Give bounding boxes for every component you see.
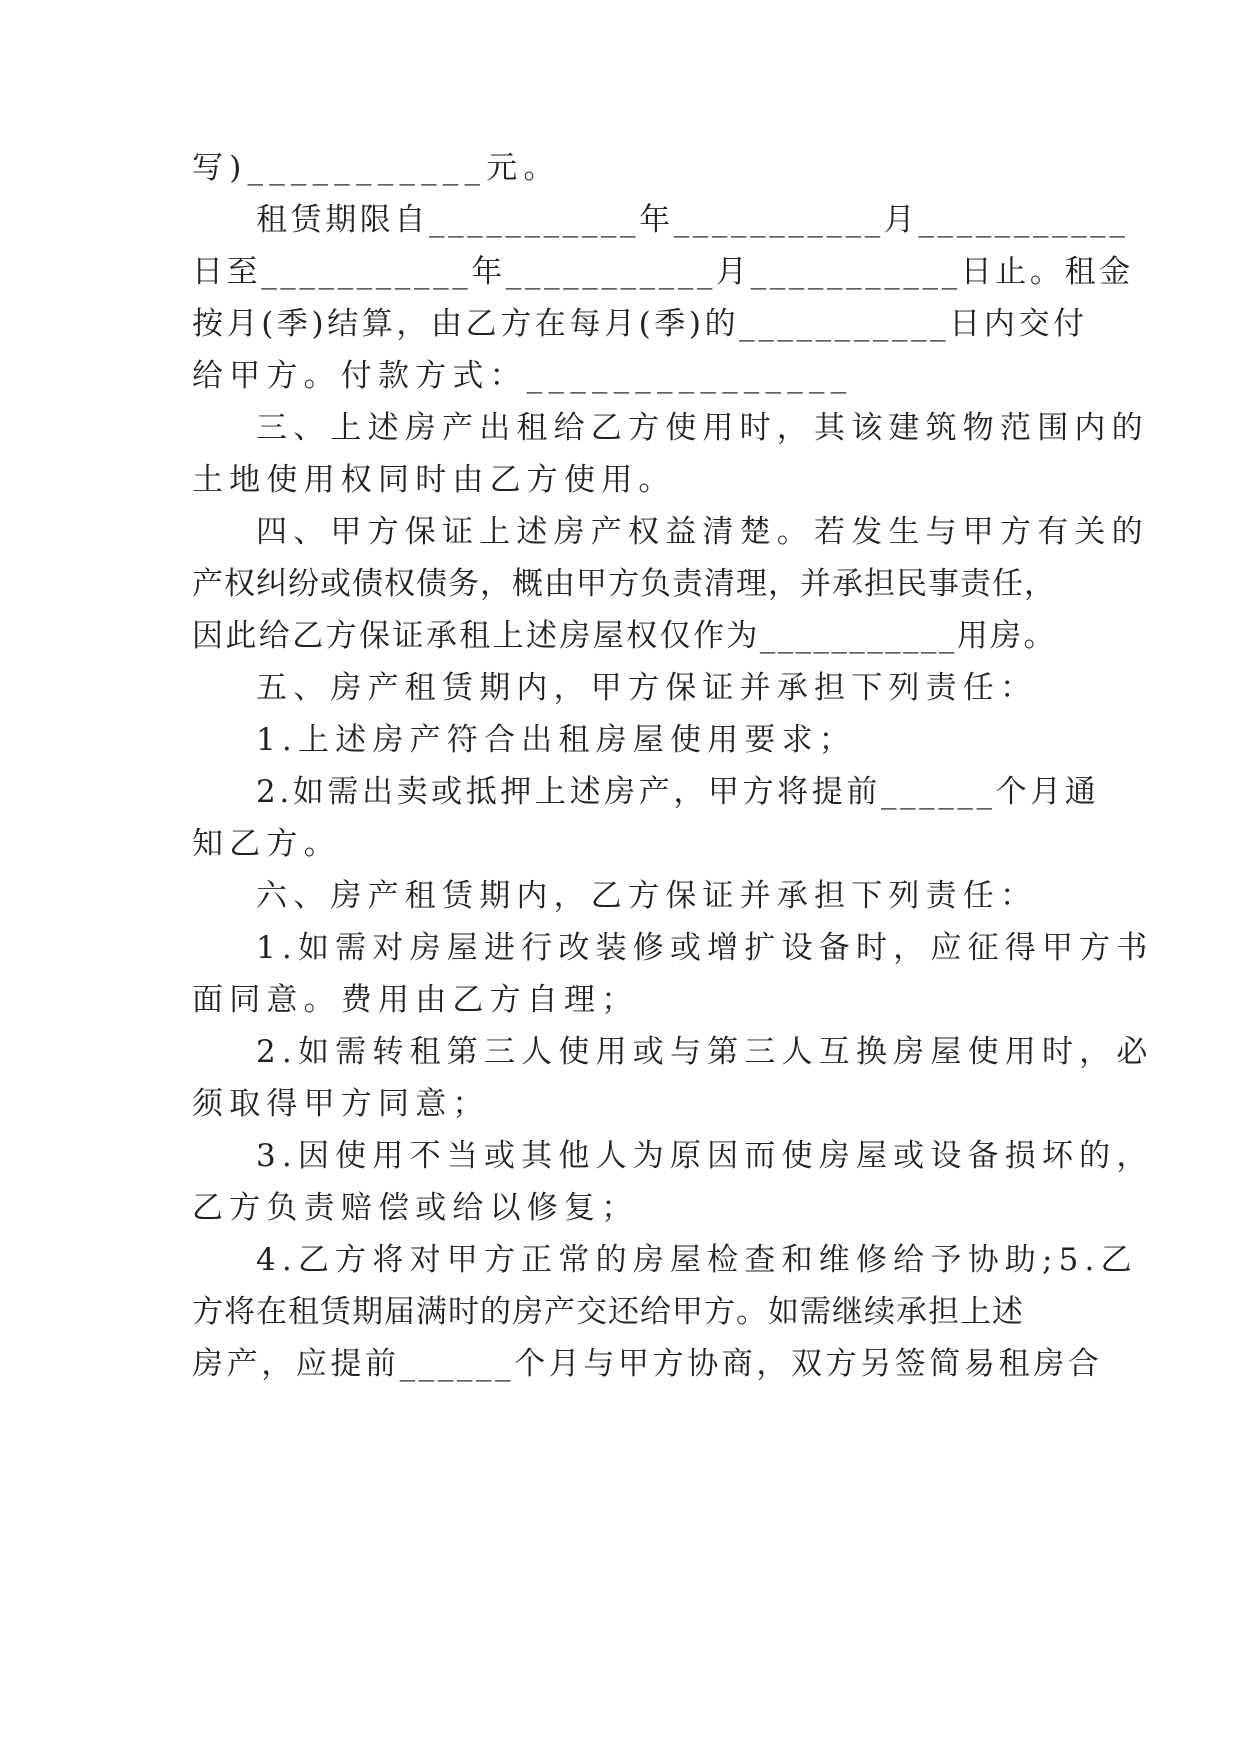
text-line: 房产，应提前______个月与甲方协商，双方另签简易租房合 — [192, 1346, 1103, 1382]
text-line: 1.如需对房屋进行改装修或增扩设备时，应征得甲方书 — [256, 930, 1154, 966]
text-line: 4.乙方将对甲方正常的房屋检查和维修给予协助;5.乙 — [256, 1242, 1138, 1278]
text-line: 3.因使用不当或其他人为原因而使房屋或设备损坏的， — [256, 1138, 1154, 1174]
text-line: 五、房产租赁期内，甲方保证并承担下列责任： — [256, 670, 1038, 706]
text-line: 1.上述房产符合出租房屋使用要求； — [256, 722, 856, 758]
text-line: 四、甲方保证上述房产权益清楚。若发生与甲方有关的 — [256, 514, 1149, 550]
text-line: 乙方负责赔偿或给以修复； — [192, 1190, 639, 1226]
text-line: 须取得甲方同意； — [192, 1086, 490, 1122]
text-line: 三、上述房产出租给乙方使用时，其该建筑物范围内的 — [256, 410, 1149, 446]
text-line: 日至___________年___________月___________日止。租金 — [192, 254, 1134, 290]
text-line: 租赁期限自___________年___________月___________ — [256, 202, 1129, 238]
text-line: 2.如需出卖或抵押上述房产，甲方将提前______个月通 — [256, 774, 1100, 810]
text-line: 2.如需转租第三人使用或与第三人互换房屋使用时，必 — [256, 1034, 1154, 1070]
text-line: 六、房产租赁期内，乙方保证并承担下列责任： — [256, 878, 1038, 914]
text-line: 给甲方。付款方式：_______________ — [192, 358, 853, 394]
text-line: 按月(季)结算，由乙方在每月(季)的___________日内交付 — [192, 306, 1088, 342]
text-line: 方将在租赁期届满时的房产交还给甲方。如需继续承担上述 — [192, 1294, 1024, 1330]
text-line: 产权纠纷或债权债务，概由甲方负责清理，并承担民事责任， — [192, 566, 1056, 602]
text-line: 面同意。费用由乙方自理； — [192, 982, 639, 1018]
text-line: 土地使用权同时由乙方使用。 — [192, 462, 676, 498]
text-line: 因此给乙方保证承租上述房屋权仅作为___________用房。 — [192, 618, 1057, 654]
text-line: 写)___________元。 — [192, 150, 561, 186]
text-line: 知乙方。 — [192, 826, 341, 862]
